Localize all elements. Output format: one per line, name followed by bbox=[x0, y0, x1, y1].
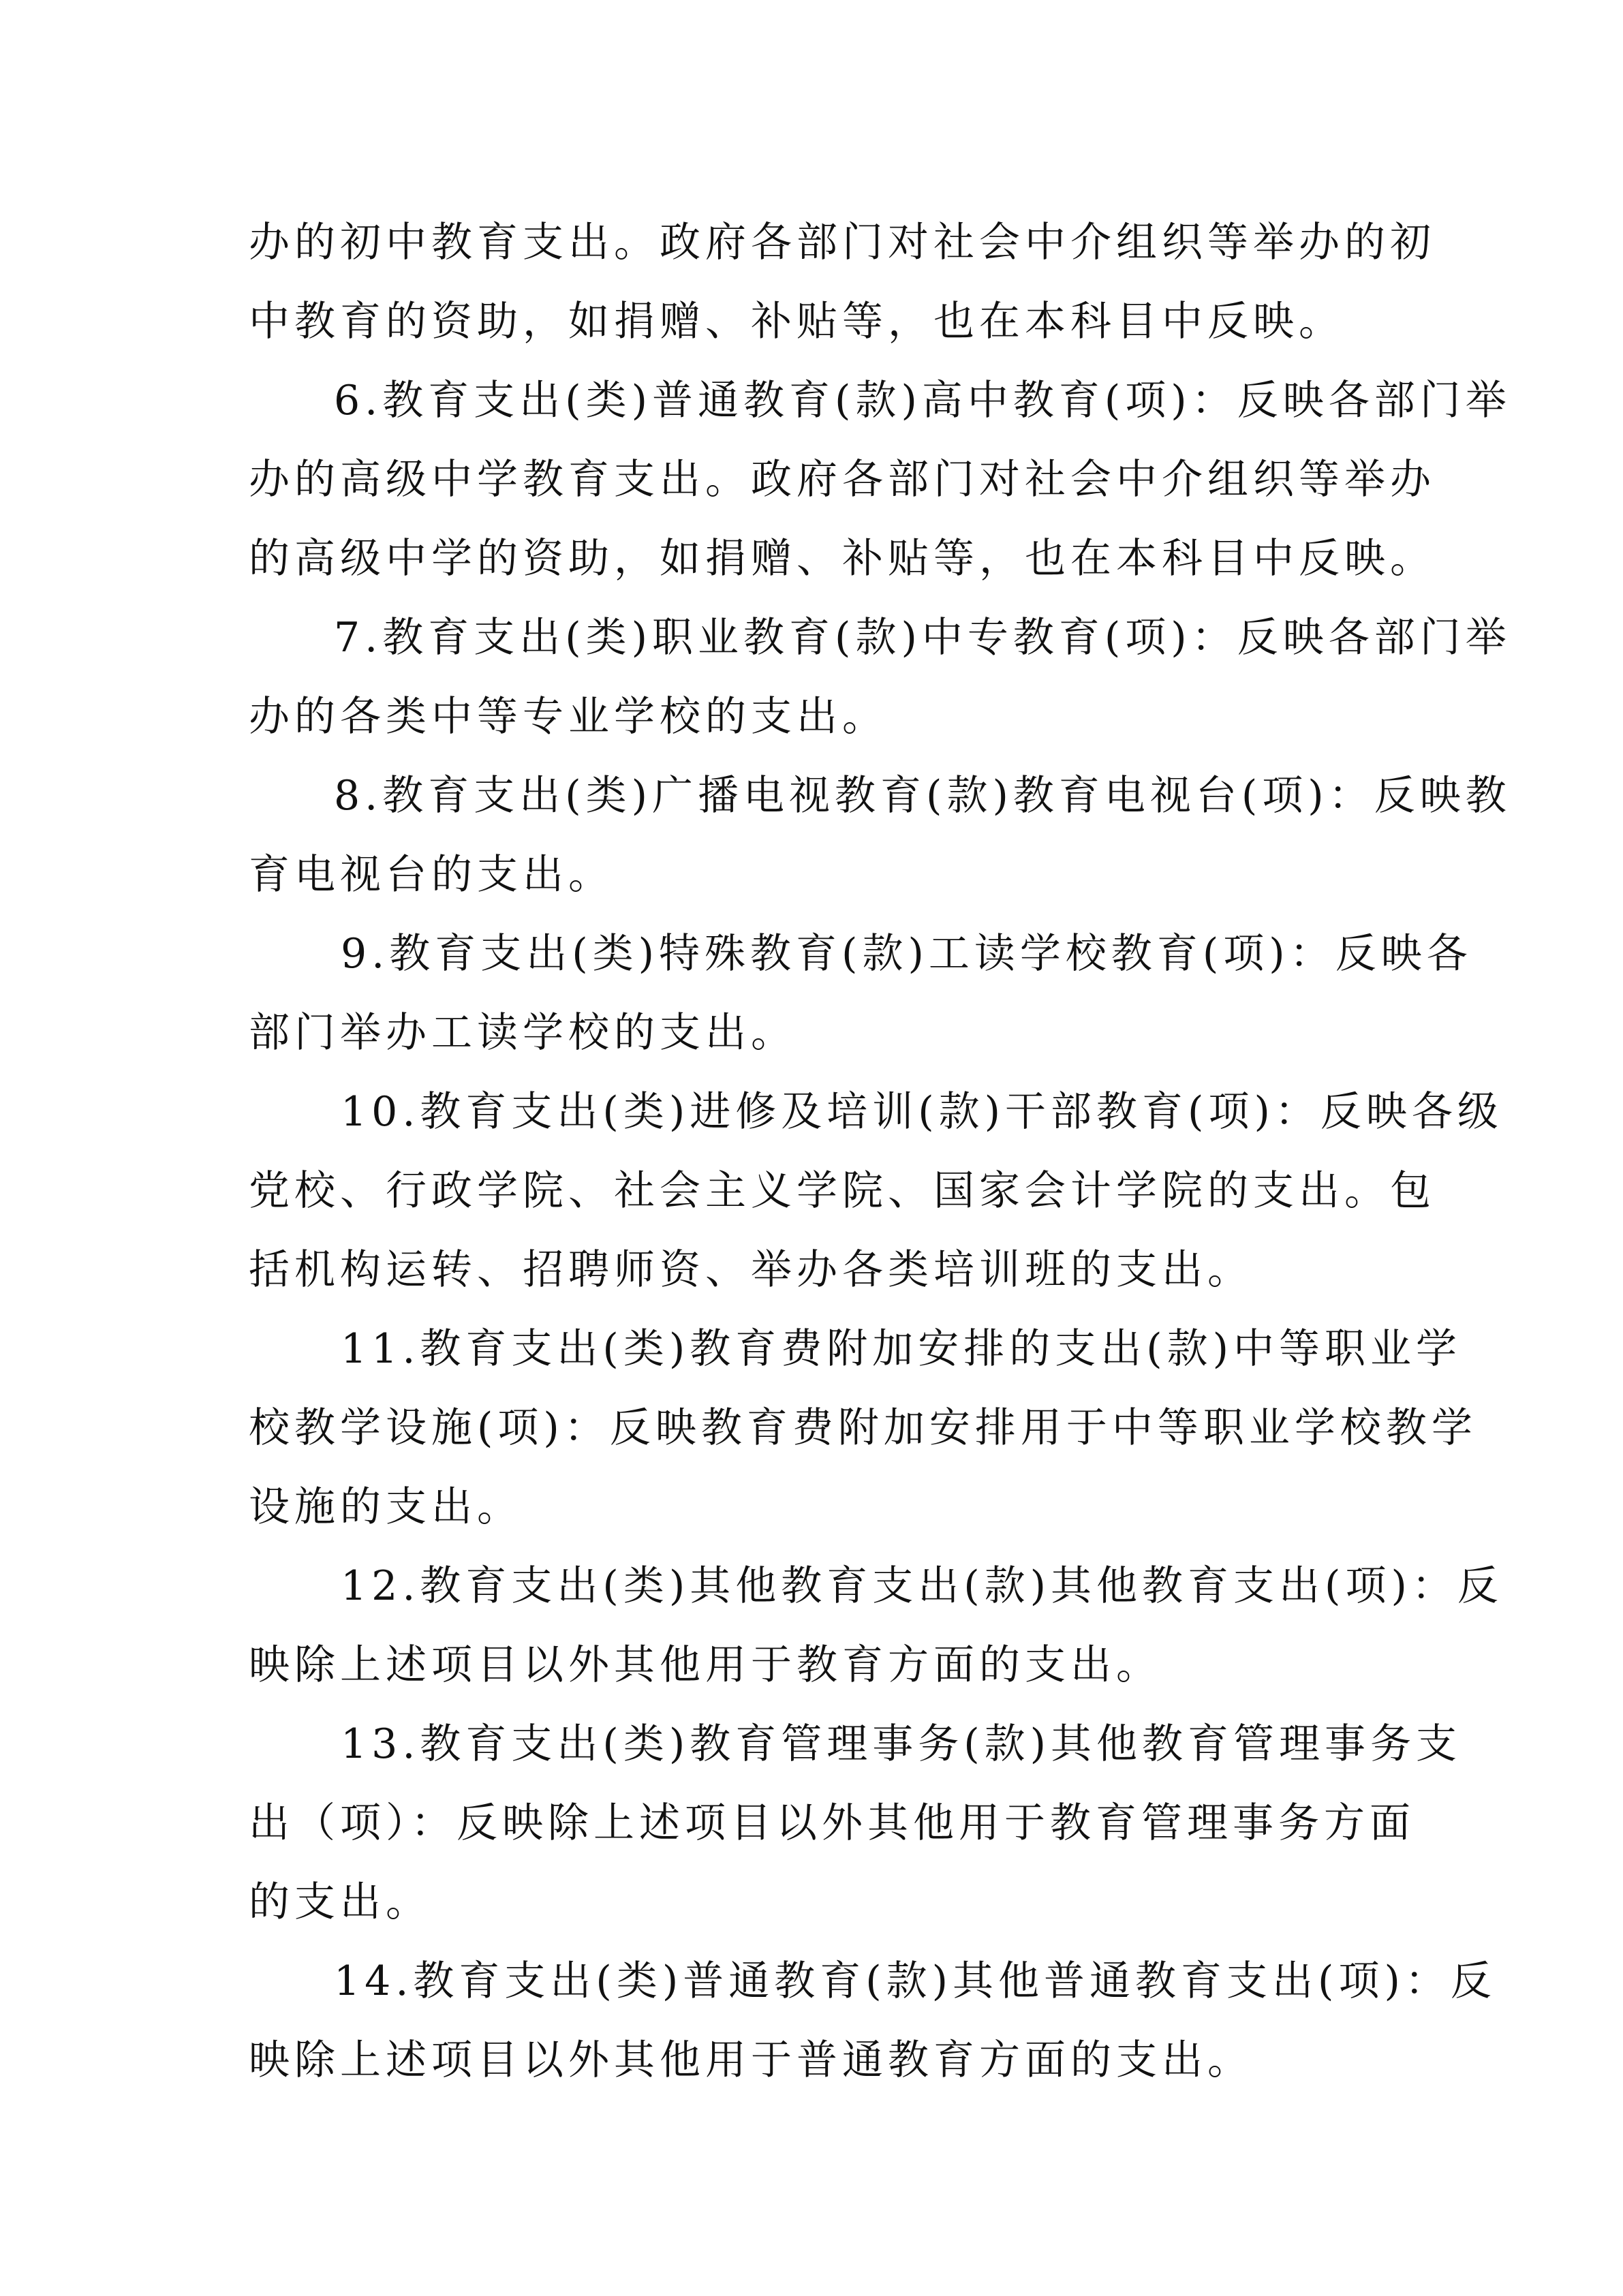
text-line: 括机构运转、招聘师资、举办各类培训班的支出。 bbox=[249, 1246, 1253, 1294]
text-line: 党校、行政学院、社会主义学院、国家会计学院的支出。包 bbox=[249, 1167, 1436, 1215]
text-line: 中教育的资助，如捐赠、补贴等，也在本科目中反映。 bbox=[249, 298, 1344, 345]
text-line: 办的高级中学教育支出。政府各部门对社会中介组织等举办 bbox=[249, 456, 1436, 503]
text-line: 育电视台的支出。 bbox=[249, 851, 614, 899]
text-line: 映除上述项目以外其他用于教育方面的支出。 bbox=[249, 1641, 1162, 1689]
text-line: 校教学设施(项)：反映教育费附加安排用于中等职业学校教学 bbox=[249, 1404, 1477, 1452]
text-line: 出（项）：反映除上述项目以外其他用于教育管理事务方面 bbox=[249, 1799, 1415, 1847]
text-line: 9.教育支出(类)特殊教育(款)工读学校教育(项)：反映各 bbox=[341, 930, 1472, 978]
text-line: 办的初中教育支出。政府各部门对社会中介组织等举办的初 bbox=[249, 219, 1436, 266]
text-line: 14.教育支出(类)普通教育(款)其他普通教育支出(项)：反 bbox=[334, 1957, 1496, 2005]
text-line: 10.教育支出(类)进修及培训(款)干部教育(项)：反映各级 bbox=[341, 1088, 1503, 1136]
text-line: 办的各类中等专业学校的支出。 bbox=[249, 693, 888, 741]
text-line: 的支出。 bbox=[249, 1878, 431, 1926]
text-line: 的高级中学的资助，如捐赠、补贴等，也在本科目中反映。 bbox=[249, 535, 1436, 583]
text-line: 6.教育支出(类)普通教育(款)高中教育(项)：反映各部门举 bbox=[334, 377, 1511, 424]
text-line: 11.教育支出(类)教育费附加安排的支出(款)中等职业学 bbox=[341, 1325, 1462, 1373]
text-line: 13.教育支出(类)教育管理事务(款)其他教育管理事务支 bbox=[341, 1720, 1462, 1768]
text-line: 8.教育支出(类)广播电视教育(款)教育电视台(项)：反映教 bbox=[334, 772, 1511, 820]
text-line: 12.教育支出(类)其他教育支出(款)其他教育支出(项)：反 bbox=[341, 1562, 1503, 1610]
text-line: 映除上述项目以外其他用于普通教育方面的支出。 bbox=[249, 2036, 1253, 2084]
text-line: 7.教育支出(类)职业教育(款)中专教育(项)：反映各部门举 bbox=[334, 614, 1511, 662]
text-line: 设施的支出。 bbox=[249, 1483, 523, 1531]
text-line: 部门举办工读学校的支出。 bbox=[249, 1009, 797, 1057]
